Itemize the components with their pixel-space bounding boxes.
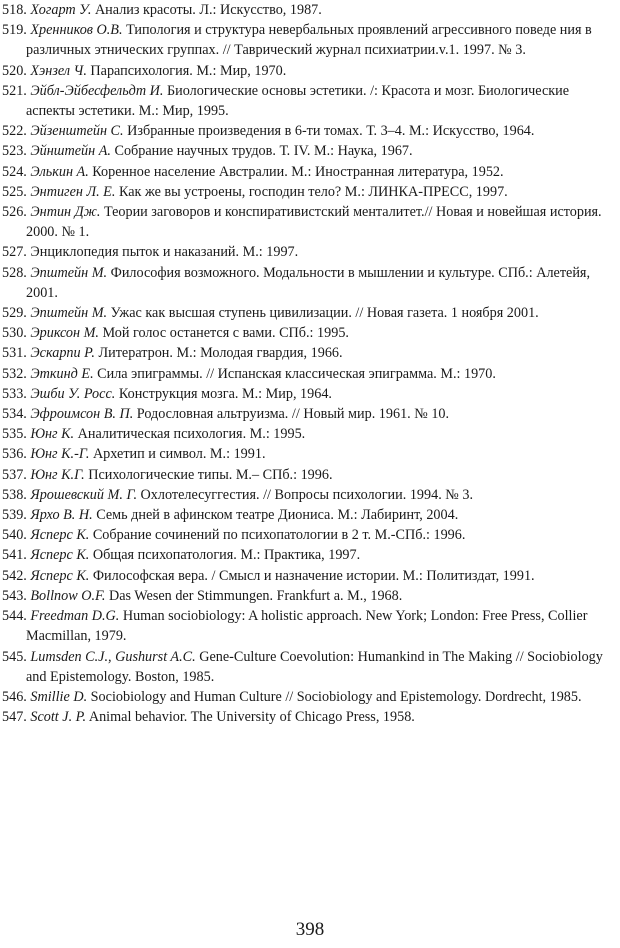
bibliography-list xyxy=(2,0,618,727)
entry-number: 531. xyxy=(2,345,27,362)
entry-number: 536. xyxy=(2,446,27,463)
bibliography-entry xyxy=(2,485,618,505)
entry-author: Юнг К.Г. xyxy=(30,466,85,483)
bibliography-entry xyxy=(2,384,618,404)
bibliography-entry xyxy=(2,20,618,60)
bibliography-entry xyxy=(2,687,618,707)
entry-text: Сила эпиграммы. // Испанская классическая эпиграмма. М.: 1970. xyxy=(97,365,496,382)
entry-number: 522. xyxy=(2,123,27,140)
entry-author: Smillie D. xyxy=(30,688,88,705)
entry-number: 529. xyxy=(2,305,27,322)
bibliography-entry xyxy=(2,242,618,262)
entry-number: 530. xyxy=(2,325,27,342)
entry-author: Элькин А. xyxy=(30,163,89,180)
entry-author: Ярошевский М. Г. xyxy=(30,486,137,503)
entry-number: 546. xyxy=(2,688,27,705)
bibliography-entry xyxy=(2,465,618,485)
entry-number: 528. xyxy=(2,264,27,281)
entry-author: Lumsden C.J., Gushurst A.C. xyxy=(30,648,196,665)
entry-text: Ужас как высшая ступень цивилизации. // Новая газета. 1 ноября 2001. xyxy=(110,305,539,322)
entry-text: Семь дней в афинском театре Диониса. М.: Лабиринт, 2004. xyxy=(96,507,459,524)
entry-author: Эйнштейн А. xyxy=(30,143,111,160)
bibliography-entry xyxy=(2,303,618,323)
entry-number: 537. xyxy=(2,466,27,483)
entry-author: Эйзенштейн С. xyxy=(30,123,124,140)
entry-author: Хогарт У. xyxy=(30,2,92,18)
entry-author: Эскарпи Р. xyxy=(30,345,95,362)
entry-text: Собрание научных трудов. Т. IV. М.: Наука, 1967. xyxy=(114,143,413,160)
bibliography-entry xyxy=(2,707,618,727)
entry-author: Эпштейн М. xyxy=(30,305,108,322)
entry-number: 542. xyxy=(2,567,27,584)
bibliography-entry xyxy=(2,364,618,384)
bibliography-entry xyxy=(2,61,618,81)
page-number: 398 xyxy=(295,919,325,940)
entry-text: Собрание сочинений по психопатологии в 2 т. М.-СПб.: 1996. xyxy=(92,527,466,544)
bibliography-entry xyxy=(2,505,618,525)
entry-text: Философия возможного. Модальности в мышлении и культуре. СПб.: Алетейя, 2001. xyxy=(26,264,590,301)
bibliography-entry xyxy=(2,566,618,586)
bibliography-entry xyxy=(2,0,618,20)
bibliography-entry xyxy=(2,424,618,444)
entry-number: 526. xyxy=(2,204,27,221)
bibliography-entry xyxy=(2,444,618,464)
entry-number: 545. xyxy=(2,648,27,665)
entry-number: 547. xyxy=(2,709,27,726)
entry-author: Эшби У. Росс. xyxy=(30,385,116,402)
entry-text: Animal behavior. The University of Chicago Press, 1958. xyxy=(88,709,415,726)
entry-number: 541. xyxy=(2,547,27,564)
entry-author: Эткинд Е. xyxy=(30,365,94,382)
entry-number: 533. xyxy=(2,385,27,402)
entry-number: 544. xyxy=(2,608,27,625)
bibliography-entry xyxy=(2,323,618,343)
entry-number: 521. xyxy=(2,82,27,99)
entry-text: Парапсихология. М.: Мир, 1970. xyxy=(90,62,287,79)
entry-author: Эфроимсон В. П. xyxy=(30,406,134,423)
entry-text: Избранные произведения в 6-ти томах. Т. 3–4. М.: Искусство, 1964. xyxy=(127,123,535,140)
entry-number: 532. xyxy=(2,365,27,382)
entry-text: Анализ красоты. Л.: Искусство, 1987. xyxy=(94,2,322,18)
entry-text: Gene-Culture Coevolution: Humankind in The Making // Sociobiology and Epistemology. Boston, 1985. xyxy=(26,648,603,685)
entry-author: Эпштейн М. xyxy=(30,264,108,281)
entry-number: 540. xyxy=(2,527,27,544)
bibliography-entry xyxy=(2,404,618,424)
entry-text: Литератрон. М.: Молодая гвардия, 1966. xyxy=(98,345,343,362)
bibliography-entry xyxy=(2,141,618,161)
entry-text: Коренное население Австралии. М.: Иностранная литература, 1952. xyxy=(92,163,504,180)
entry-text: Das Wesen der Stimmungen. Frankfurt a. M., 1968. xyxy=(108,587,403,604)
entry-author: Энтиген Л. Е. xyxy=(30,183,116,200)
entry-text: Родословная альтруизма. // Новый мир. 1961. № 10. xyxy=(136,406,450,423)
entry-author: Хренников О.В. xyxy=(30,22,123,39)
entry-text: Архетип и символ. М.: 1991. xyxy=(92,446,266,463)
bibliography-entry xyxy=(2,647,618,687)
entry-number: 524. xyxy=(2,163,27,180)
entry-number: 543. xyxy=(2,587,27,604)
entry-author: Ясперс К. xyxy=(30,567,90,584)
bibliography-entry xyxy=(2,606,618,646)
bibliography-entry xyxy=(2,182,618,202)
entry-text: Охлотелесуггестия. // Вопросы психологии. 1994. № 3. xyxy=(140,486,474,503)
entry-author: Freedman D.G. xyxy=(30,608,120,625)
bibliography-entry xyxy=(2,586,618,606)
entry-text: Конструкция мозга. М.: Мир, 1964. xyxy=(118,385,332,402)
bibliography-entry xyxy=(2,545,618,565)
entry-number: 527. xyxy=(2,244,27,261)
entry-author: Хэнзел Ч. xyxy=(30,62,87,79)
entry-author: Ярхо В. Н. xyxy=(30,507,93,524)
bibliography-entry xyxy=(2,81,618,121)
entry-author: Bollnow O.F. xyxy=(30,587,106,604)
entry-text: Общая психопатология. М.: Практика, 1997. xyxy=(92,547,361,564)
bibliography-entry xyxy=(2,202,618,242)
entry-author: Энтин Дж. xyxy=(30,204,101,221)
entry-number: 523. xyxy=(2,143,27,160)
entry-text: Как же вы устроены, господин тело? М.: ЛИНКА-ПРЕСС, 1997. xyxy=(118,183,508,200)
entry-text: Теории заговоров и конспиративистский менталитет.// Новая и новейшая история. 2000. № 1. xyxy=(26,204,602,241)
entry-author: Ясперс К. xyxy=(30,527,90,544)
entry-text: Энциклопедия пыток и наказаний. М.: 1997. xyxy=(30,244,299,261)
entry-text: Типология и структура невербальных проявлений агрессивного поведе ния в различных этнических группах. // Таврический журнал психиатрии.v.1. 1997. № 3. xyxy=(26,22,592,59)
entry-text: Human sociobiology: A holistic approach. New York; London: Free Press, Collier Macmillan, 1979. xyxy=(26,608,588,645)
entry-author: Scott J. P. xyxy=(30,709,87,726)
entry-number: 539. xyxy=(2,507,27,524)
entry-author: Ясперс К. xyxy=(30,547,90,564)
bibliography-entry xyxy=(2,525,618,545)
entry-author: Юнг К. xyxy=(30,426,75,443)
entry-number: 520. xyxy=(2,62,27,79)
entry-number: 538. xyxy=(2,486,27,503)
entry-author: Юнг К.-Г. xyxy=(30,446,90,463)
entry-text: Психологические типы. М.– СПб.: 1996. xyxy=(88,466,333,483)
bibliography-entry xyxy=(2,263,618,303)
entry-text: Биологические основы эстетики. /: Красота и мозг. Биологические аспекты эстетики. М.: Мир, 1995. xyxy=(26,82,570,120)
entry-number: 519. xyxy=(2,22,27,39)
bibliography-entry xyxy=(2,343,618,363)
entry-number: 534. xyxy=(2,406,27,423)
entry-text: Аналитическая психология. М.: 1995. xyxy=(77,426,306,443)
bibliography-entry xyxy=(2,121,618,141)
entry-text: Мой голос останется с вами. СПб.: 1995. xyxy=(102,325,349,342)
entry-number: 525. xyxy=(2,183,27,200)
entry-author: Эйбл-Эйбесфельдт И. xyxy=(30,82,164,99)
entry-author: Эриксон М. xyxy=(30,325,99,342)
entry-number: 535. xyxy=(2,426,27,443)
entry-number: 518. xyxy=(2,2,27,18)
entry-text: Sociobiology and Human Culture // Sociobiology and Epistemology. Dordrecht, 1985. xyxy=(90,688,582,705)
bibliography-entry xyxy=(2,162,618,182)
entry-text: Философская вера. / Смысл и назначение истории. М.: Политиздат, 1991. xyxy=(92,567,535,584)
